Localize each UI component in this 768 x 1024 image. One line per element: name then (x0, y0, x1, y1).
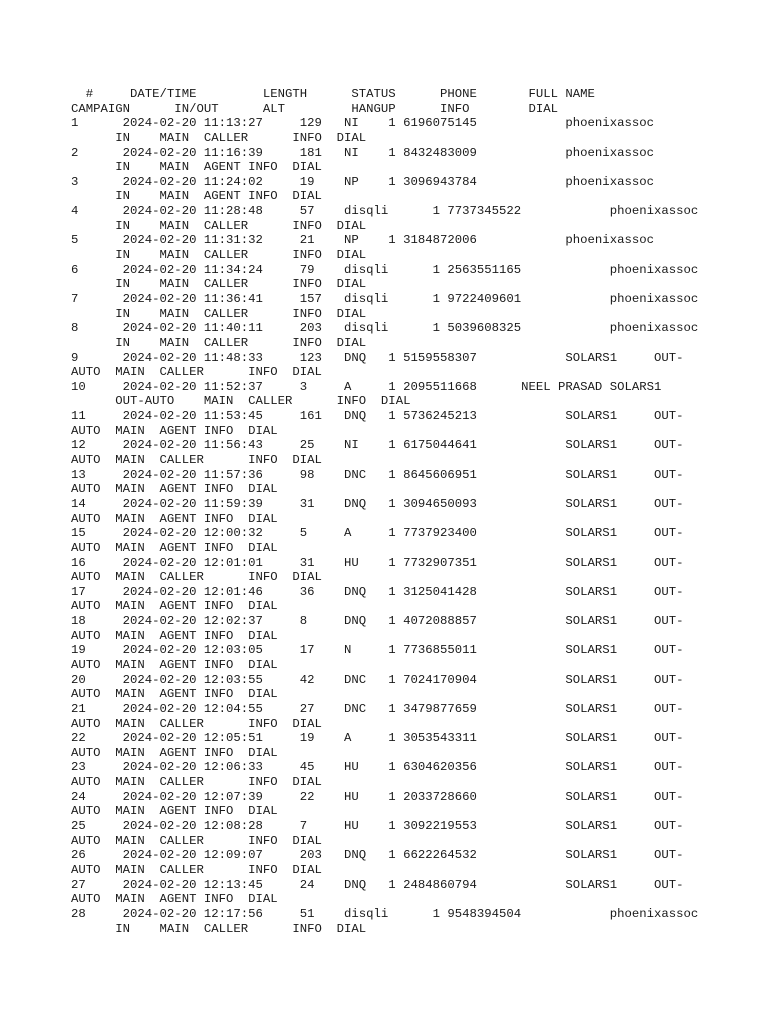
record-line: 16 2024-02-20 12:01:01 31 HU 1 7732907351 SOLARS1 OUT- (71, 555, 684, 570)
record-line-wrap: AUTO MAIN AGENT INFO DIAL (71, 628, 278, 643)
record-line: 15 2024-02-20 12:00:32 5 A 1 7737923400 SOLARS1 OUT- (71, 526, 684, 541)
record-line: 20 2024-02-20 12:03:55 42 DNC 1 7024170904 SOLARS1 OUT- (71, 672, 684, 687)
record-line-wrap: IN MAIN CALLER INFO DIAL (71, 130, 367, 145)
record-line: 7 2024-02-20 11:36:41 157 disqli 1 9722409601 phoenixassoc (71, 291, 699, 306)
record-line-wrap: AUTO MAIN CALLER INFO DIAL (71, 570, 322, 585)
record-line: 26 2024-02-20 12:09:07 203 DNQ 1 6622264532 SOLARS1 OUT- (71, 848, 684, 863)
record-line-wrap: OUT-AUTO MAIN CALLER INFO DIAL (71, 394, 411, 409)
record-line-wrap: AUTO MAIN CALLER INFO DIAL (71, 775, 322, 790)
record-line-wrap: IN MAIN CALLER INFO DIAL (71, 335, 367, 350)
record-line-wrap: IN MAIN CALLER INFO DIAL (71, 248, 367, 263)
record-line-wrap: AUTO MAIN AGENT INFO DIAL (71, 892, 278, 907)
record-line-wrap: IN MAIN CALLER INFO DIAL (71, 218, 367, 233)
record-line: 24 2024-02-20 12:07:39 22 HU 1 2033728660 SOLARS1 OUT- (71, 789, 684, 804)
record-line-wrap: AUTO MAIN AGENT INFO DIAL (71, 599, 278, 614)
record-line-wrap: IN MAIN CALLER INFO DIAL (71, 306, 367, 321)
record-line: 23 2024-02-20 12:06:33 45 HU 1 6304620356 SOLARS1 OUT- (71, 760, 684, 775)
record-line: 6 2024-02-20 11:34:24 79 disqli 1 2563551165 phoenixassoc (71, 262, 699, 277)
record-line: 2 2024-02-20 11:16:39 181 NI 1 8432483009 phoenixassoc (71, 145, 654, 160)
header-line-1: # DATE/TIME LENGTH STATUS PHONE FULL NAME (71, 87, 595, 101)
record-line: 3 2024-02-20 11:24:02 19 NP 1 3096943784 phoenixassoc (71, 174, 654, 189)
record-line-wrap: AUTO MAIN AGENT INFO DIAL (71, 511, 278, 526)
record-line-wrap: AUTO MAIN AGENT INFO DIAL (71, 804, 278, 819)
record-line: 14 2024-02-20 11:59:39 31 DNQ 1 3094650093 SOLARS1 OUT- (71, 496, 684, 511)
record-line: 8 2024-02-20 11:40:11 203 disqli 1 5039608325 phoenixassoc (71, 321, 699, 336)
record-line: 1 2024-02-20 11:13:27 129 NI 1 6196075145 phoenixassoc (71, 116, 654, 131)
record-line: 21 2024-02-20 12:04:55 27 DNC 1 3479877659 SOLARS1 OUT- (71, 701, 684, 716)
record-line-wrap: AUTO MAIN CALLER INFO DIAL (71, 716, 322, 731)
record-line: 19 2024-02-20 12:03:05 17 N 1 7736855011 SOLARS1 OUT- (71, 643, 684, 658)
record-line: 22 2024-02-20 12:05:51 19 A 1 3053543311 SOLARS1 OUT- (71, 731, 684, 746)
record-line: 28 2024-02-20 12:17:56 51 disqli 1 9548394504 phoenixassoc (71, 906, 699, 921)
record-line-wrap: AUTO MAIN AGENT INFO DIAL (71, 657, 278, 672)
record-line: 17 2024-02-20 12:01:46 36 DNQ 1 3125041428 SOLARS1 OUT- (71, 584, 684, 599)
record-line: 10 2024-02-20 11:52:37 3 A 1 2095511668 NEEL PRASAD SOLARS1 (71, 379, 662, 394)
record-line-wrap: IN MAIN AGENT INFO DIAL (71, 160, 322, 175)
record-line: 5 2024-02-20 11:31:32 21 NP 1 3184872006 phoenixassoc (71, 233, 654, 248)
record-line-wrap: AUTO MAIN CALLER INFO DIAL (71, 453, 322, 468)
record-line-wrap: AUTO MAIN AGENT INFO DIAL (71, 540, 278, 555)
record-line: 11 2024-02-20 11:53:45 161 DNQ 1 5736245213 SOLARS1 OUT- (71, 409, 684, 424)
record-line: 4 2024-02-20 11:28:48 57 disqli 1 7737345522 phoenixassoc (71, 204, 699, 219)
record-line-wrap: AUTO MAIN AGENT INFO DIAL (71, 687, 278, 702)
record-line-wrap: AUTO MAIN AGENT INFO DIAL (71, 745, 278, 760)
record-line: 27 2024-02-20 12:13:45 24 DNQ 1 2484860794 SOLARS1 OUT- (71, 877, 684, 892)
record-line-wrap: AUTO MAIN CALLER INFO DIAL (71, 862, 322, 877)
record-line-wrap: IN MAIN CALLER INFO DIAL (71, 277, 367, 292)
record-line-wrap: AUTO MAIN CALLER INFO DIAL (71, 833, 322, 848)
record-line: 25 2024-02-20 12:08:28 7 HU 1 3092219553 SOLARS1 OUT- (71, 819, 684, 834)
record-line: 18 2024-02-20 12:02:37 8 DNQ 1 4072088857 SOLARS1 OUT- (71, 614, 684, 629)
call-log-text (71, 87, 698, 936)
record-line-wrap: IN MAIN AGENT INFO DIAL (71, 189, 322, 204)
record-line: 9 2024-02-20 11:48:33 123 DNQ 1 5159558307 SOLARS1 OUT- (71, 350, 684, 365)
header-line-2: CAMPAIGN IN/OUT ALT HANGUP INFO DIAL (71, 101, 559, 116)
record-line: 12 2024-02-20 11:56:43 25 NI 1 6175044641 SOLARS1 OUT- (71, 438, 684, 453)
record-line-wrap: AUTO MAIN CALLER INFO DIAL (71, 365, 322, 380)
record-line-wrap: IN MAIN CALLER INFO DIAL (71, 921, 367, 936)
record-line: 13 2024-02-20 11:57:36 98 DNC 1 8645606951 SOLARS1 OUT- (71, 467, 684, 482)
record-line-wrap: AUTO MAIN AGENT INFO DIAL (71, 482, 278, 497)
record-line-wrap: AUTO MAIN AGENT INFO DIAL (71, 423, 278, 438)
